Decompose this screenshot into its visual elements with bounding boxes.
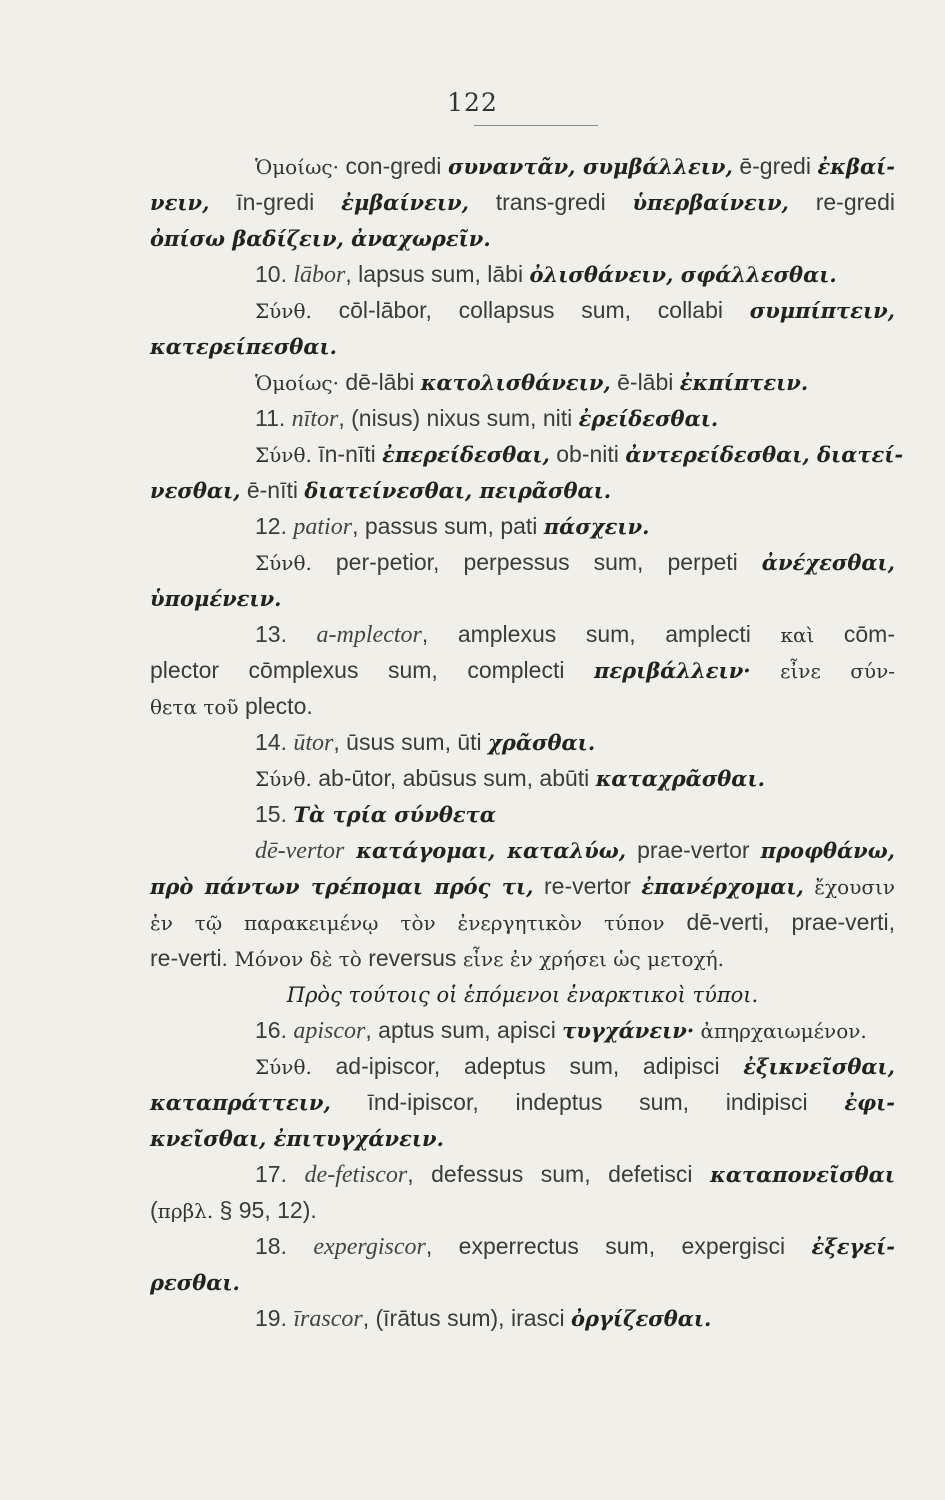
text-segment: lābor <box>293 262 346 288</box>
text-segment: Σύνθ. <box>255 299 312 323</box>
text-segment: ἀνέχεσθαι, <box>761 550 895 575</box>
text-segment: apiscor <box>293 1018 366 1044</box>
text-segment: plector cōmplexus sum, complecti <box>150 657 594 683</box>
text-segment: νεσθαι, <box>150 478 241 503</box>
text-segment: 19. <box>255 1305 294 1331</box>
text-segment: , lapsus sum, lābi <box>345 261 530 287</box>
text-line <box>150 436 904 472</box>
text-segment: 15. <box>255 801 294 827</box>
text-segment: ἐμβαίνειν, <box>341 190 469 215</box>
text-segment: ē-nīti <box>240 477 305 503</box>
text-segment: dē-lābi <box>338 369 421 395</box>
text-line <box>150 868 895 904</box>
text-line <box>150 904 895 940</box>
text-segment: īn-nīti <box>311 441 383 467</box>
text-segment: cōl-lābor, collapsus sum, collabi <box>311 297 750 323</box>
text-segment: , aptus sum, apisci <box>365 1017 563 1043</box>
text-segment: ad-ipiscor, adeptus sum, adipisci <box>311 1053 744 1079</box>
text-segment: , defessus sum, defetisci <box>407 1161 711 1187</box>
text-segment: ὀργίζεσθαι. <box>571 1306 712 1331</box>
text-segment: εἶνε ἐν χρήσει ὡς μετοχή. <box>462 947 725 971</box>
text-segment: re-verti. <box>150 945 235 971</box>
text-segment: Τὰ τρία σύνθετα <box>293 802 496 827</box>
text-segment: per-petior, perpessus sum, perpeti <box>311 549 762 575</box>
text-segment: ab-ūtor, abūsus sum, abūti <box>311 765 596 791</box>
text-segment: ἐπανέρχομαι, <box>641 874 804 899</box>
text-line <box>150 184 895 220</box>
text-segment: , ūsus sum, ūti <box>333 729 489 755</box>
text-line <box>150 940 895 976</box>
text-segment: προφθάνω, <box>760 838 895 863</box>
text-segment: dē-verti, prae-verti, <box>664 909 895 935</box>
text-segment: ( <box>150 1197 158 1223</box>
text-segment: Σύνθ. <box>255 551 312 575</box>
text-line <box>150 796 895 832</box>
text-segment: Σύνθ. <box>255 767 312 791</box>
text-line <box>150 220 895 256</box>
text-segment: 11. <box>255 405 292 431</box>
text-segment: Ὁμοίως· <box>255 371 339 395</box>
text-segment: patior <box>293 514 353 540</box>
text-segment: ὀλισθάνειν, σφάλλεσθαι. <box>529 262 837 287</box>
text-segment: 13. <box>255 621 317 647</box>
text-segment: a-mplector <box>316 622 422 648</box>
text-segment: ἐξεγεί- <box>811 1234 895 1259</box>
text-segment: expergiscor <box>313 1234 426 1260</box>
text-line <box>150 760 895 796</box>
text-segment: 17. <box>255 1161 305 1187</box>
text-segment: καὶ <box>780 623 815 647</box>
text-line <box>150 400 895 436</box>
text-segment: ἀντερείδεσθαι, διατεί- <box>625 442 904 467</box>
text-line <box>150 1048 895 1084</box>
text-segment: Σύνθ. <box>255 1055 312 1079</box>
text-line <box>150 1192 895 1228</box>
text-line <box>150 364 895 400</box>
text-line <box>150 1156 895 1192</box>
text-segment: ἐξικνεῖσθαι, <box>743 1054 895 1079</box>
text-line <box>150 976 895 1012</box>
text-segment: κατερείπεσθαι. <box>150 334 337 359</box>
text-segment: ē-lābi <box>610 369 680 395</box>
text-segment: ἐκπίπτειν. <box>679 370 809 395</box>
text-segment: ἐφι- <box>844 1090 895 1115</box>
page-number: 122 <box>447 88 498 117</box>
text-segment: ὀπίσω βαδίζειν, ἀναχωρεῖν. <box>150 226 491 251</box>
text-segment: ἐκβαί- <box>817 154 896 179</box>
header-rule <box>474 125 598 126</box>
text-line <box>150 832 895 868</box>
text-segment: κατάγομαι, καταλύω, <box>344 838 627 863</box>
text-segment: , (nisus) nixus sum, niti <box>338 405 579 431</box>
text-line <box>150 508 895 544</box>
text-segment: ἀπηρχαιωμένον. <box>694 1019 867 1043</box>
text-segment: prae-vertor <box>626 837 761 863</box>
text-segment: συμπίπτειν, <box>749 298 895 323</box>
text-segment: , experrectus sum, expergisci <box>425 1233 812 1259</box>
text-segment: πάσχειν. <box>543 514 650 539</box>
text-segment: īnd-ipiscor, indeptus sum, indipisci <box>330 1089 845 1115</box>
text-line <box>150 472 895 508</box>
body-text <box>150 148 904 1336</box>
text-segment: cōm- <box>814 621 895 647</box>
text-segment: χρᾶσθαι. <box>488 730 596 755</box>
text-segment: ἐρείδεσθαι. <box>578 406 719 431</box>
text-segment: καταπονεῖσθαι <box>710 1162 895 1187</box>
text-segment: ἐν τῷ παρακειμένῳ τὸν ἐνεργητικὸν τύπον <box>150 911 665 935</box>
text-segment: 16. <box>255 1017 294 1043</box>
text-segment: ἔχουσιν <box>803 875 895 899</box>
text-line <box>150 1264 895 1300</box>
text-segment: τυγχάνειν· <box>562 1018 695 1043</box>
text-segment: de-fetiscor <box>304 1162 408 1188</box>
text-line <box>150 328 895 364</box>
text-segment: καταπράττειν, <box>150 1090 331 1115</box>
text-segment: πρὸ πάντων τρέπομαι πρός τι, <box>150 874 534 899</box>
text-segment: Ὁμοίως· <box>255 155 339 179</box>
text-line <box>150 256 895 292</box>
text-segment: re-vertor <box>533 873 642 899</box>
text-segment: plecto. <box>238 693 313 719</box>
text-line <box>150 292 895 328</box>
text-segment: καταχρᾶσθαι. <box>595 766 765 791</box>
text-segment: , amplexus sum, amplecti <box>421 621 781 647</box>
text-segment: , passus sum, pati <box>352 513 544 539</box>
text-segment: εἶνε σύν- <box>750 659 895 683</box>
text-line <box>150 1084 895 1120</box>
text-segment: κνεῖσθαι, ἐπιτυγχάνειν. <box>150 1126 444 1151</box>
text-segment: θετα τοῦ <box>150 695 239 719</box>
text-segment: re-gredi <box>788 189 895 215</box>
text-segment: Σύνθ. <box>255 443 312 467</box>
text-segment: 14. <box>255 729 294 755</box>
text-segment: νειν, <box>150 190 210 215</box>
text-segment: con-gredi <box>338 153 448 179</box>
text-line <box>150 616 895 652</box>
text-segment: Μόνον δὲ τὸ <box>234 947 362 971</box>
text-segment: ὑπερβαίνειν, <box>632 190 789 215</box>
text-segment: ē-gredi <box>732 153 818 179</box>
text-segment: διατείνεσθαι, πειρᾶσθαι. <box>304 478 612 503</box>
text-line <box>150 1120 895 1156</box>
text-line <box>150 1300 895 1336</box>
text-segment: nītor <box>291 406 339 432</box>
text-segment: ρεσθαι. <box>150 1270 240 1295</box>
text-line <box>150 724 895 760</box>
text-line <box>150 580 895 616</box>
text-line <box>150 1228 895 1264</box>
text-line <box>150 1012 895 1048</box>
text-line <box>150 148 895 184</box>
text-line <box>150 652 895 688</box>
text-segment: συναντᾶν, συμβάλλειν, <box>447 154 733 179</box>
text-segment: κατολισθάνειν, <box>420 370 611 395</box>
text-segment: reversus <box>361 945 463 971</box>
text-segment: , (īrātus sum), irasci <box>362 1305 572 1331</box>
text-segment: īrascor <box>293 1306 363 1332</box>
text-segment: Πρὸς τούτοις οἱ ἑπόμενοι ἐναρκτικοὶ τύποι. <box>286 983 759 1007</box>
text-segment: ob-niti <box>549 441 626 467</box>
text-segment: πρβλ. <box>157 1199 214 1223</box>
text-segment: ἐπερείδεσθαι, <box>382 442 550 467</box>
text-segment: 12. <box>255 513 294 539</box>
text-line <box>150 544 895 580</box>
text-segment: dē-vertor <box>255 838 345 864</box>
text-segment: 10. <box>255 261 294 287</box>
text-segment: trans-gredi <box>468 189 633 215</box>
text-segment: īn-gredi <box>209 189 342 215</box>
text-segment: περιβάλλειν· <box>593 658 751 683</box>
text-segment: 18. <box>255 1233 314 1259</box>
text-segment: § 95, 12). <box>213 1197 317 1223</box>
text-segment: ūtor <box>293 730 334 756</box>
text-line <box>150 688 895 724</box>
text-segment: ὑπομένειν. <box>150 586 282 611</box>
